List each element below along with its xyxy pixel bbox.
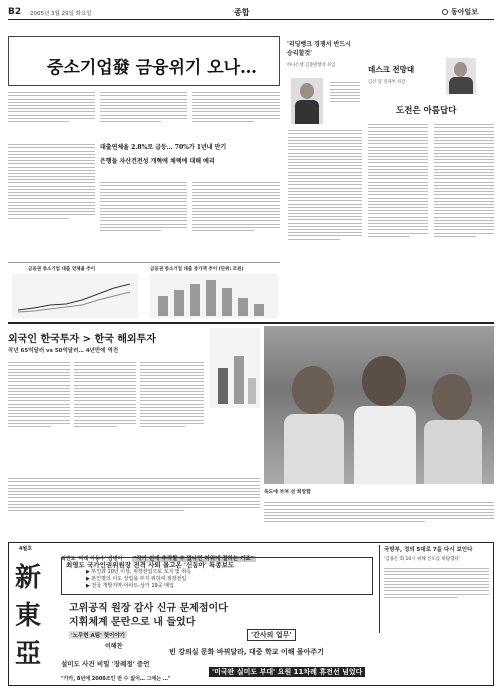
right-chart-bar (254, 304, 264, 316)
section-title: 종합 (234, 8, 250, 17)
advertisement (8, 542, 494, 686)
right-chart-bar (190, 284, 200, 316)
section-divider (8, 322, 494, 324)
second-story-subhead: 작년 65억달러 vs 50억달러… 4년만에 역전 (8, 348, 119, 354)
masthead-logo-icon (442, 9, 448, 15)
ad-month: 4월호 (19, 546, 33, 552)
ad-mid-3: '간사의 업무' (247, 629, 296, 641)
second-story-chart (210, 328, 260, 408)
photo-body (264, 500, 494, 542)
second-story-headline: 외국인 한국투자 > 한국 해외투자 (8, 334, 156, 345)
ad-mid-1: 이해찬 (105, 643, 123, 650)
desk-body-2 (434, 122, 494, 322)
left-chart-title: 금융권 중소기업 대출 연체율 추이 (28, 267, 96, 272)
right-chart-bar (174, 290, 184, 316)
right-chart-bar (206, 280, 216, 316)
ad-bullet: ▶ 본인명의 이도 상업용 부지 위하여 위장전입 (86, 576, 187, 582)
children-photo (264, 326, 494, 484)
desk-label: 데스크 전망대 (368, 65, 415, 74)
right-chart-bar (238, 298, 248, 316)
column-body (330, 80, 360, 124)
column-body-2 (288, 128, 362, 316)
paper-name: 동아일보 (451, 8, 479, 16)
ad-right-top: 국방부, 정의 5대로 7을 다시 보인다 (384, 547, 473, 553)
ad-top-line (61, 545, 373, 562)
second-story-chart-bar (248, 378, 256, 404)
second-story-chart-bar (234, 356, 244, 404)
ad-lead-2: 고위공직 원장 감사 신규 문제점이다 (69, 603, 228, 614)
ad-bullet: ▶ 부인과 10년 이상, 위장전입으로 토지 및 취득 (86, 569, 192, 575)
issue-date: 2005년 3월 29일 화요일 (30, 11, 92, 17)
top-story-subhead: 대출연체율 2.8%로 급등… 70%가 1년내 만기 (100, 144, 227, 151)
ad-bottom-3: '미국판 실미도 부대' 요원 11차례 휴전선 넘었다 (209, 667, 365, 677)
ad-mid-2: '노무현 A팀' 헛이야기 (71, 633, 125, 639)
top-story-body-3 (192, 90, 280, 138)
top-story-headline: 중소기업發 금융위기 오나… (47, 58, 258, 78)
left-chart-graphic (12, 274, 138, 318)
right-chart-title: 금융권 중소기업 대출 증가액 추이 (단위: 조원) (150, 267, 244, 272)
desk-author: 김선 형 경제부 차장 (368, 80, 406, 85)
top-story-body-4 (8, 142, 95, 260)
right-chart-bar (222, 288, 232, 316)
second-story-chart-bar (218, 368, 228, 404)
interviewee-photo (291, 78, 323, 124)
ad-right-block (379, 545, 489, 633)
ad-lead-3: 지휘체계 문란으로 내 들었다 (69, 617, 196, 628)
top-story-body-6 (192, 180, 280, 260)
ad-logo-text: 新東亞 (15, 563, 42, 669)
second-story-body-1 (8, 360, 70, 472)
top-story-subhead-block (100, 144, 280, 178)
top-story-headline-box (8, 36, 280, 86)
ad-right-sub: '김종은 회 10시 위해 신도를 바탕했다' (384, 557, 461, 562)
second-story-body-3 (140, 360, 204, 472)
desk-author-photo (446, 58, 476, 94)
right-chart-bar (158, 296, 168, 316)
ad-top: 최연도 '미래 아동수' 김병아 (61, 556, 123, 562)
photo-caption: 독도에 부쳐 선 희망합 (264, 490, 311, 495)
column-quote: '리딩뱅크 경쟁서 반드시 승리할것' (287, 41, 351, 57)
ad-lead-1: 최영도 국가인권위원장 전격 사퇴 몰고온 '신동아' 특종보도 (66, 561, 235, 569)
ad-lead-box (61, 557, 373, 595)
top-story-subhead-2: 은행들 자산건전성 개혁에 채택에 대해 예리 (100, 158, 215, 165)
ad-bottom-4: "가카, 8년에 2000조인 전 수 없어… 그에는 …" (61, 676, 171, 682)
ad-logo (15, 559, 55, 677)
ad-bottom-1: 빈 강의실 문화 바꿔달라, 대중 학교 이해 몰아주기 (169, 648, 324, 656)
column-byline: 하나은행 김종열행장 취임 (287, 63, 336, 68)
desk-title: 도전은 아름답다 (396, 106, 457, 116)
page-number: B2 (8, 7, 22, 17)
charts-area (8, 262, 280, 320)
masthead (8, 6, 494, 20)
top-story-body-1 (8, 90, 95, 138)
ad-bottom-2: 설미도 사건 비밀 '장례정' 증언 (61, 660, 150, 668)
top-story-body-2 (100, 90, 187, 138)
ad-right-lines (384, 568, 489, 598)
second-story-body-2 (74, 360, 136, 472)
second-story-body-4 (8, 476, 260, 542)
ad-bullet: ▶ 전국 개발지역-아파트-상가 19곳 매입 (86, 583, 174, 589)
desk-body-1 (368, 122, 428, 322)
top-story-body-5 (100, 180, 187, 260)
ad-top-quote: "작가 쉰에 추적할 수 없나면 허위에 절하는 거죠" (133, 556, 254, 562)
right-chart-graphic (150, 274, 278, 318)
